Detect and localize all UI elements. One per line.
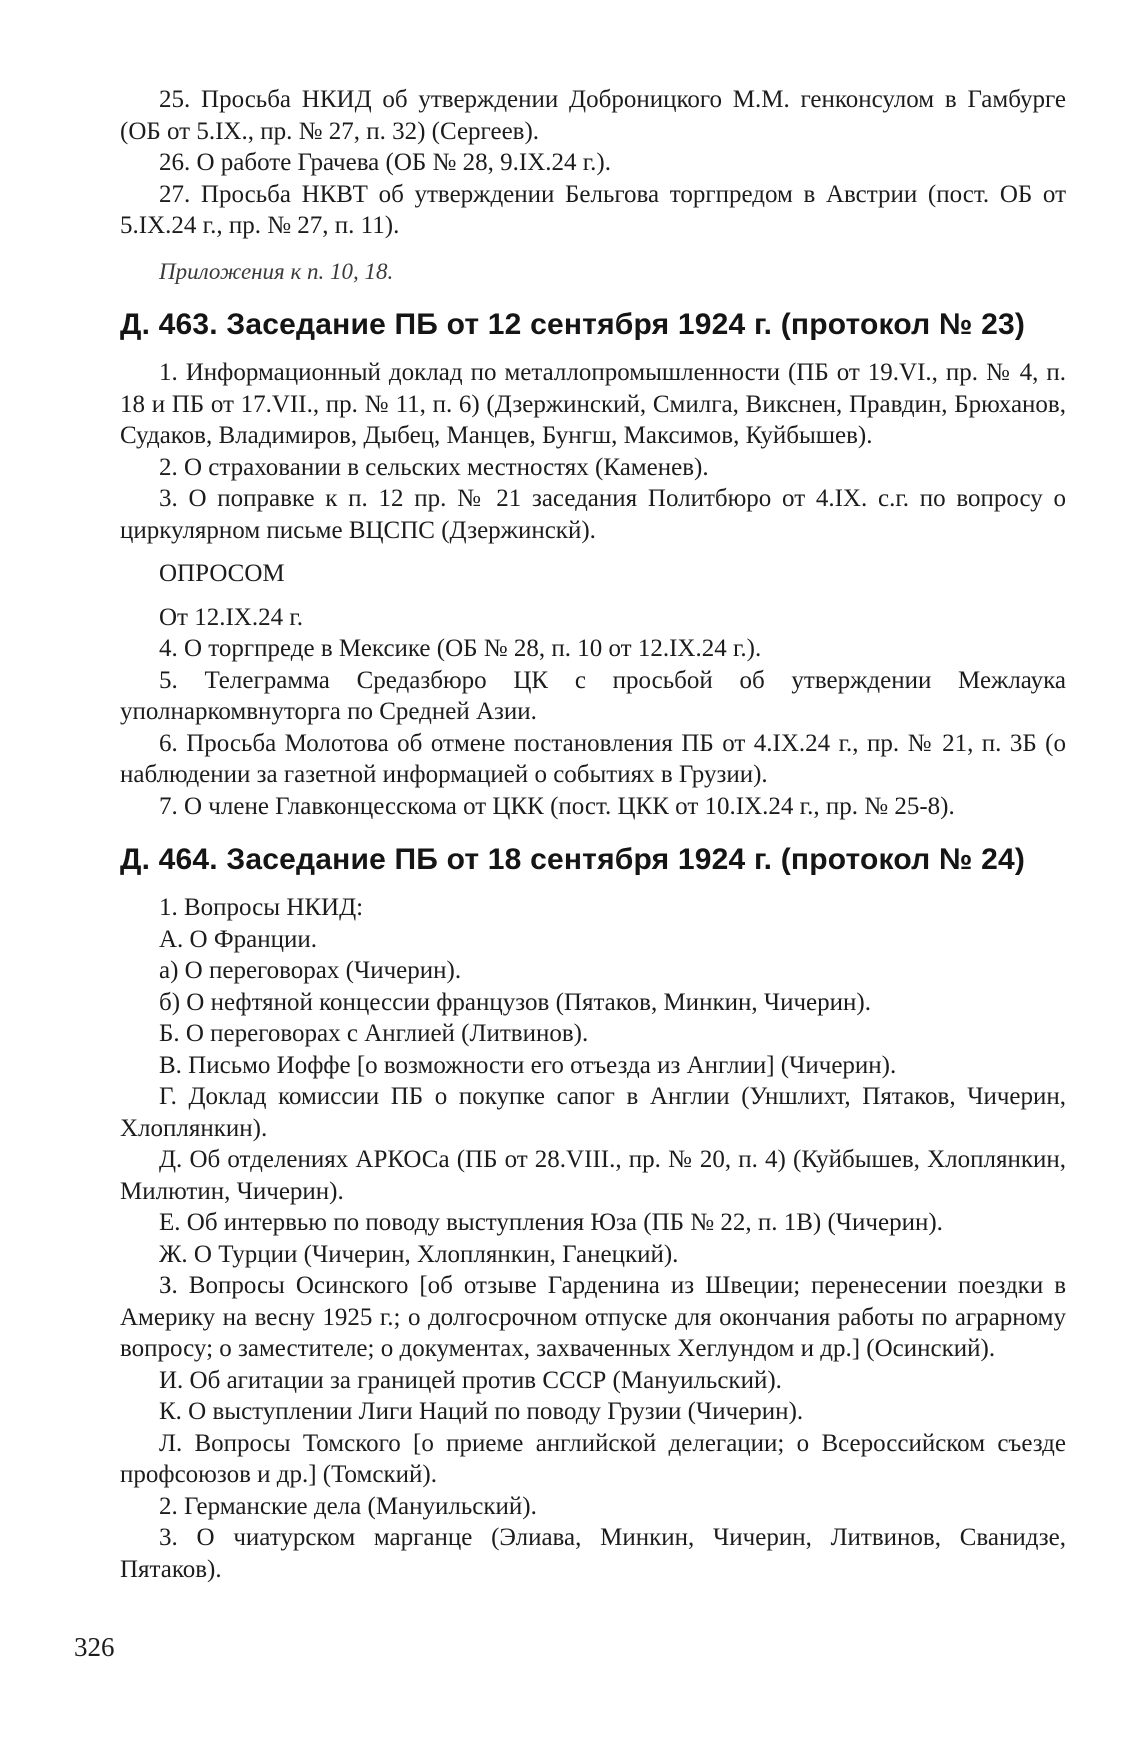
- page-number: 326: [74, 1632, 115, 1662]
- d463-item-5: 5. Телеграмма Средазбюро ЦК с просьбой об утверждении Межлаука уполнаркомвнуторга по Средней Азии.: [120, 666, 1066, 725]
- item-26: 26. О работе Грачева (ОБ № 28, 9.IX.24 г.).: [159, 149, 612, 176]
- section-heading-d463: Д. 463. Заседание ПБ от 12 сентября 1924 г. (протокол № 23): [120, 308, 1026, 341]
- d463-item-1: 1. Информационный доклад по металлопромышленности (ПБ от 19.VI., пр. № 4, п. 18 и ПБ от 17.VII., пр. № 11, п. 6) (Дзержинский, Смилга, Викснен, Правдин, Брюханов, Судаков, Владимиров, Дыбец, Манцев, Бунгш, Максимов, Куйбышев).: [120, 359, 1066, 449]
- d464-item: З. Вопросы Осинского [об отзыве Гарденина из Швеции; перенесении поездки в Америку на весну 1925 г.; о долгосрочном отпуске для окончания работы по аграрному вопросу; о заместителе; о документах, захваченных Хеглундом и др.] (Осинский).: [120, 1272, 1066, 1362]
- oprosom-label: ОПРОСОМ: [159, 560, 285, 587]
- d464-item: а) О переговорах (Чичерин).: [159, 957, 462, 984]
- d463-item-3: 3. О поправке к п. 12 пр. № 21 заседания Политбюро от 4.IX. с.г. по вопросу о циркулярном письме ВЦСПС (Дзержинскй).: [120, 485, 1066, 544]
- oprosom-date: От 12.IX.24 г.: [159, 603, 304, 631]
- d463-item-2: 2. О страховании в сельских местностях (Каменев).: [159, 453, 709, 481]
- d464-item: Д. Об отделениях АРКОСа (ПБ от 28.VIII., пр. № 20, п. 4) (Куйбышев, Хлоплянкин, Милютин, Чичерин).: [120, 1146, 1066, 1205]
- d463-item-7: 7. О члене Главконцесскома от ЦКК (пост. ЦКК от 10.IX.24 г., пр. № 25-8).: [159, 792, 955, 820]
- item-27: 27. Просьба НКВТ об утверждении Бельгова торгпредом в Австрии (пост. ОБ от 5.IX.24 г., пр. № 27, п. 11).: [120, 180, 1066, 239]
- d464-item: б) О нефтяной концессии французов (Пятаков, Минкин, Чичерин).: [159, 988, 871, 1016]
- d464-item: 2. Германские дела (Мануильский).: [159, 1492, 537, 1520]
- item-25: 25. Просьба НКИД об утверждении Доброницкого М.М. генконсулом в Гамбурге (ОБ от 5.IX., пр. № 27, п. 32) (Сергеев).: [120, 86, 1066, 145]
- d464-item: Г. Доклад комиссии ПБ о покупке сапог в Англии (Уншлихт, Пятаков, Чичерин, Хлоплянкин).: [120, 1083, 1066, 1142]
- d464-item: А. О Франции.: [159, 925, 317, 953]
- d464-item: Ж. О Турции (Чичерин, Хлоплянкин, Ганецкий).: [159, 1240, 679, 1268]
- section-heading-d464: Д. 464. Заседание ПБ от 18 сентября 1924 г. (протокол № 24): [120, 843, 1026, 876]
- d464-item: В. Письмо Иоффе [о возможности его отъезда из Англии] (Чичерин).: [159, 1051, 897, 1079]
- document-page: [120, 84, 1066, 1585]
- d464-item: 3. О чиатурском марганце (Элиава, Минкин, Чичерин, Литвинов, Сванидзе, Пятаков).: [120, 1524, 1066, 1583]
- appendix-note: Приложения к п. 10, 18.: [159, 258, 394, 284]
- d464-item: Б. О переговорах с Англией (Литвинов).: [159, 1020, 589, 1047]
- d463-item-4: 4. О торгпреде в Мексике (ОБ № 28, п. 10 от 12.IX.24 г.).: [159, 635, 762, 662]
- d464-item: Е. Об интервью по поводу выступления Юза (ПБ № 22, п. 1В) (Чичерин).: [159, 1209, 943, 1236]
- d464-item: 1. Вопросы НКИД:: [159, 894, 364, 921]
- d464-item: К. О выступлении Лиги Наций по поводу Грузии (Чичерин).: [159, 1398, 804, 1425]
- d464-item: Л. Вопросы Томского [о приеме английской делегации; о Всероссийском съезде профсоюзов и др.] (Томский).: [120, 1429, 1066, 1488]
- d464-item: И. Об агитации за границей против СССР (Мануильский).: [159, 1366, 782, 1394]
- d463-item-6: 6. Просьба Молотова об отмене постановления ПБ от 4.IX.24 г., пр. № 21, п. 3Б (о наблюдении за газетной информацией о событиях в Грузии).: [120, 729, 1066, 788]
